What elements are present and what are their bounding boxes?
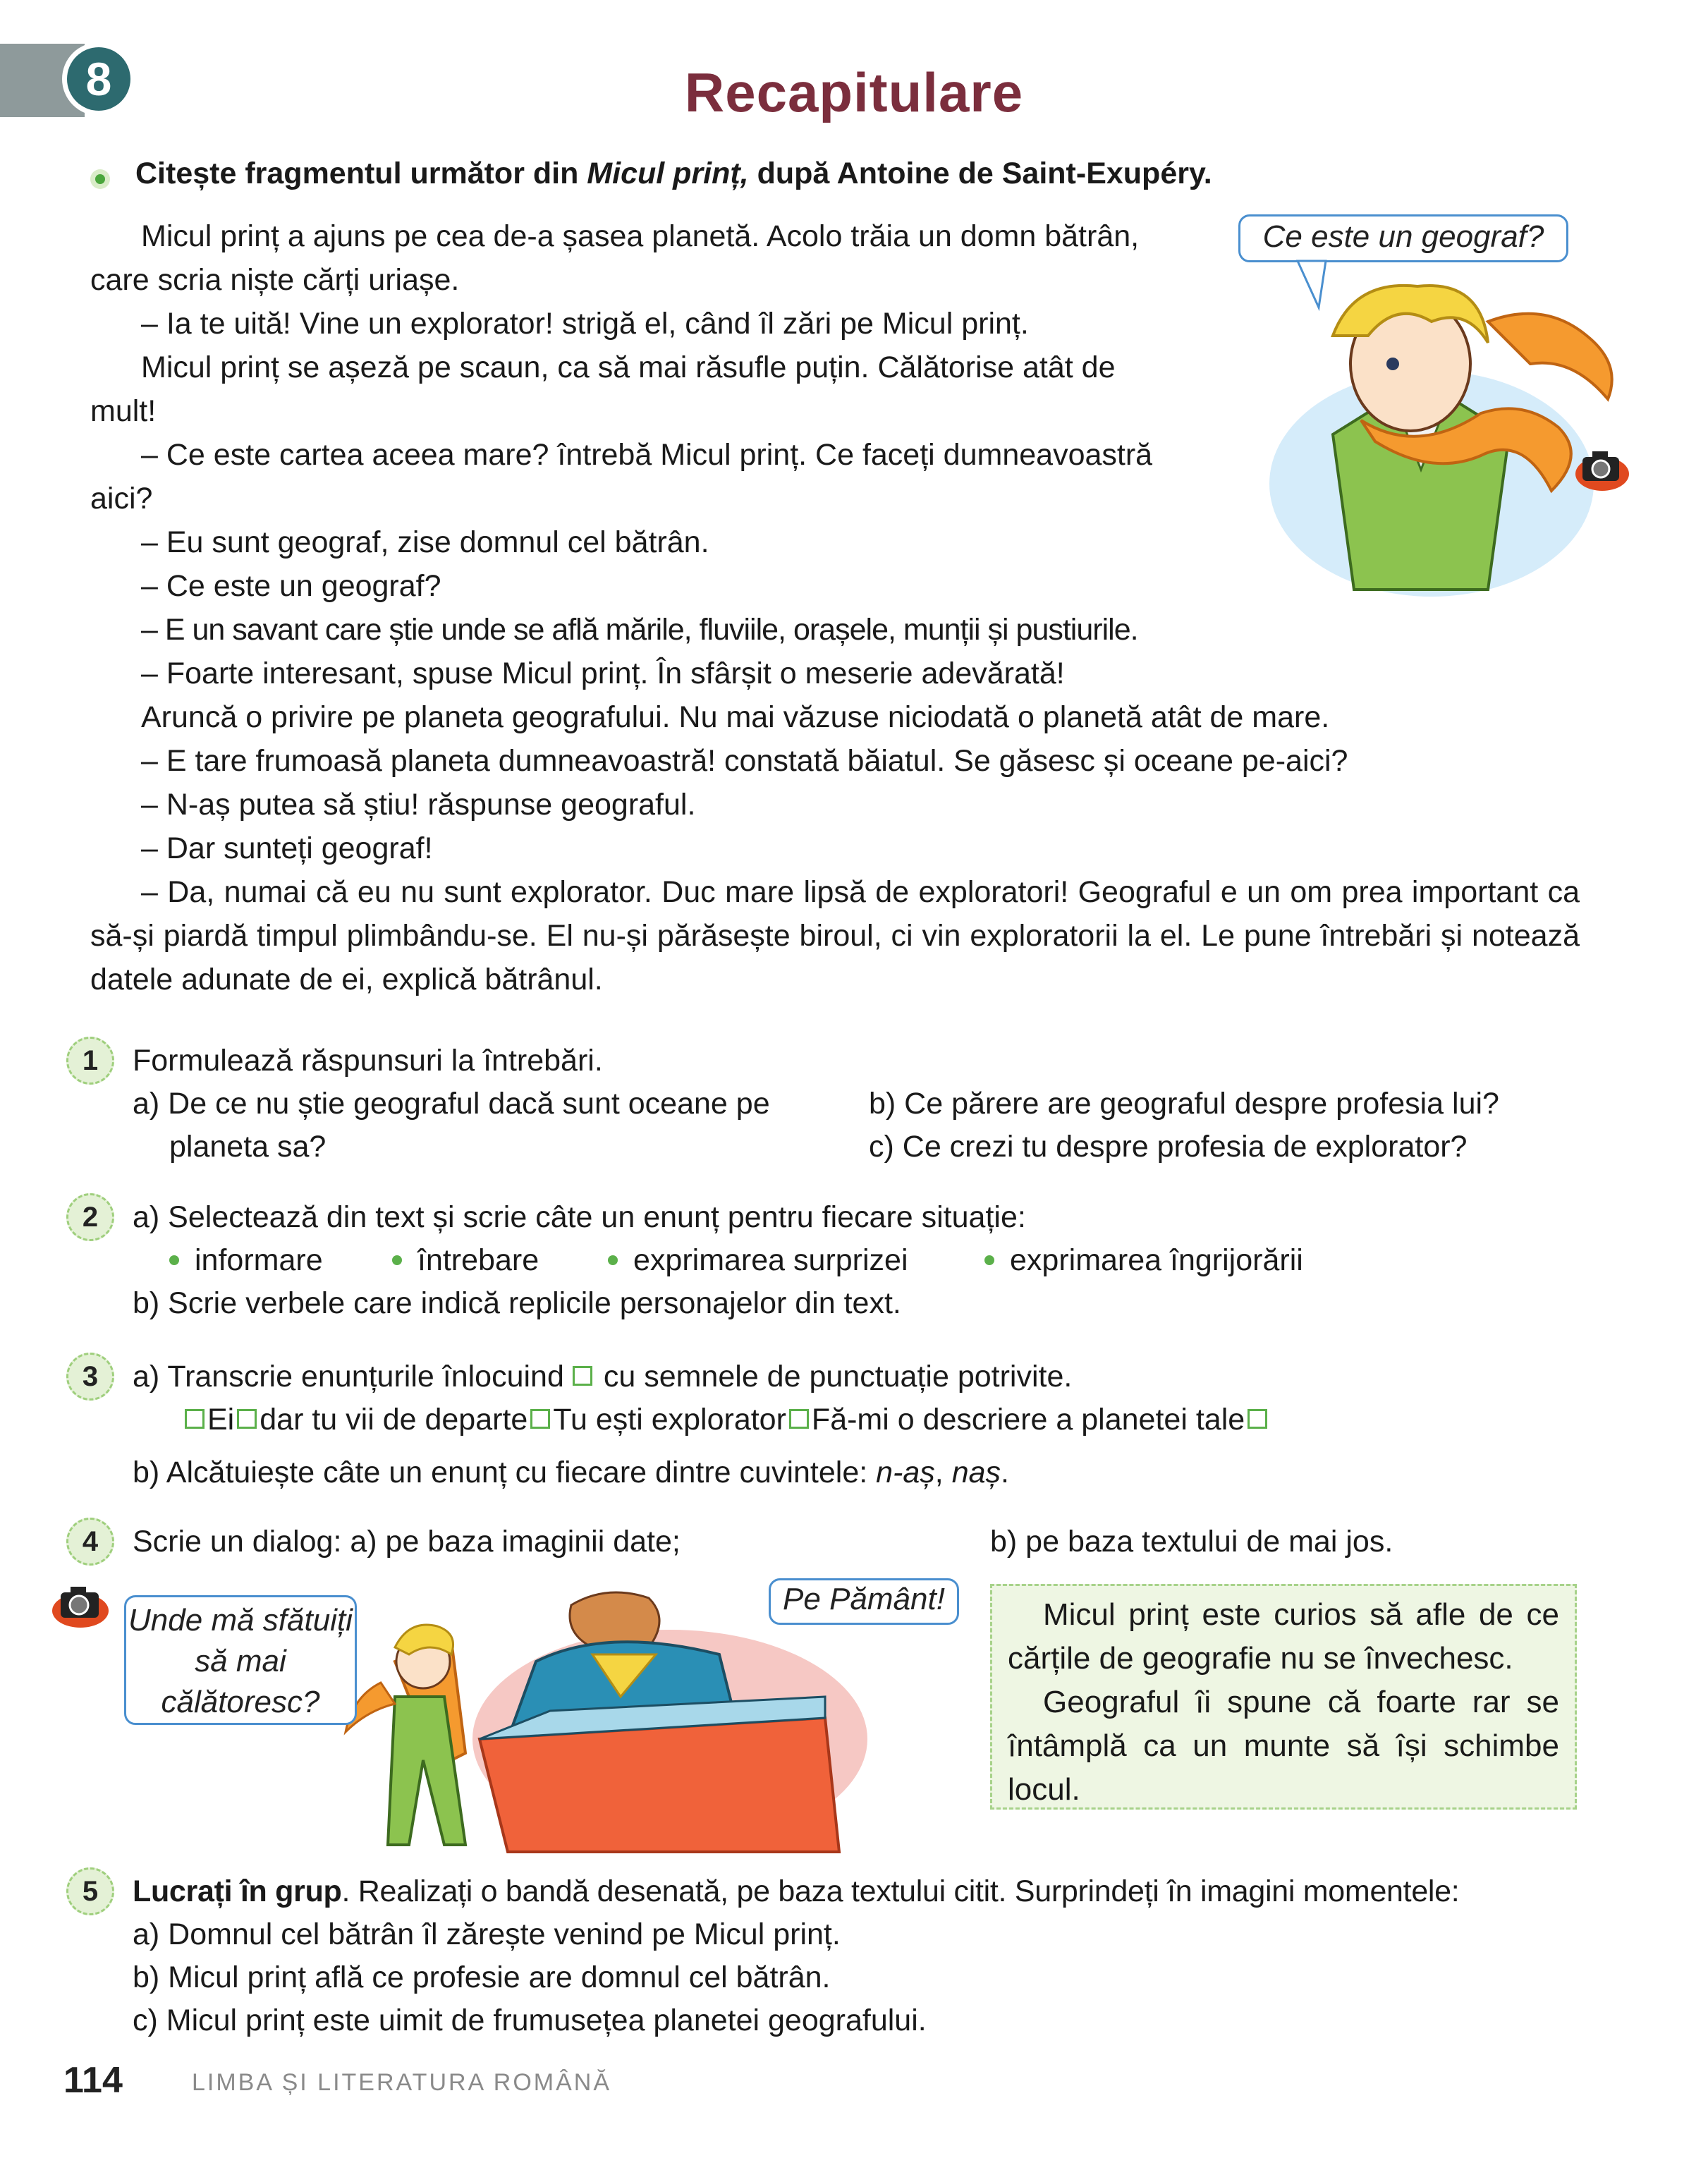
bullet-label: întrebare [417,1243,539,1277]
book-title: Micul prinț, [587,157,749,190]
text-box-paragraph: Micul prinț este curios să afle de ce cărțile de geografie nu se învechesc. [1008,1597,1559,1676]
blank-box-icon [237,1409,257,1429]
story-line: Micul prinț a ajuns pe cea de-a șasea planetă. Acolo trăia un domn bătrân, [141,219,1140,253]
moment-b: b) Micul prinț află ce profesie are domnul cel bătrân. [133,1960,831,1994]
story-line: aici? [90,482,153,516]
exercise-3a-text: cu semnele de punctuație potrivite. [594,1360,1073,1393]
moment-c: c) Micul prinț este uimit de frumusețea planetei geografului. [133,2004,927,2037]
speech-bubble-question: Ce este un geograf? [1238,214,1568,262]
story-line: – Ia te uită! Vine un explorator! strigă el, când îl zări pe Micul prinț. [141,307,1029,341]
blank-box-icon [1248,1409,1267,1429]
blank-box-icon [789,1409,809,1429]
text-box [990,1584,1577,1810]
question-a: a) De ce nu știe geograful dacă sunt oceane pe [133,1087,770,1121]
exercise-2b: b) Scrie verbele care indică replicile personajelor din text. [133,1286,901,1320]
page-number: 114 [63,2060,123,2101]
exercise-5-lead [133,1870,1459,1913]
word: naș [951,1456,1001,1489]
story-line: mult! [90,394,157,428]
story-line: Micul prinț se așeză pe scaun, ca să mai răsufle puțin. Călătorise atât de [141,350,1116,384]
sentence-part: Ei [207,1403,235,1437]
camera-icon [51,1573,110,1629]
exercise-number: 1 [66,1037,114,1085]
prince-illustration [1255,258,1636,604]
story-line: – Ce este un geograf? [141,569,441,603]
exercise-3b [133,1451,1009,1494]
bullet-icon [608,1255,618,1265]
page-title: Recapitulare [684,61,1024,123]
subject-label: LIMBA ȘI LITERATURA ROMÂNĂ [192,2069,612,2096]
bullet-item [392,1239,539,1281]
intro-text: Citește fragmentul următor din [135,157,587,190]
exercise-3b-text: b) Alcătuiește câte un enunț cu fiecare dintre cuvintele: [133,1456,877,1489]
camera-icon [1574,439,1629,492]
story-paragraph: – Da, numai că eu nu sunt explorator. Duc mare lipsă de exploratori! Geograful e un om prea important ca să-și piardă timpul plimbându-se. El nu-și părăsește biroul, ci vin exploratorii la el. Le pune întrebări și notează datele adunate de ei, explică bătrânul. [90,875,1580,996]
story-line: – Eu sunt geograf, zise domnul cel bătrân. [141,525,709,559]
bullet-icon [984,1255,994,1265]
story-line: – Ce este cartea aceea mare? întrebă Micul prinț. Ce faceți dumneavoastră [141,438,1153,472]
exercise-number: 5 [66,1867,114,1915]
text-box-paragraph: Geograful îi spune că foarte rar se întâmplă ca un munte să își schimbe locul. [1008,1685,1559,1807]
exercise-prompt: Formulează răspunsuri la întrebări. [133,1044,603,1078]
story-line: – N-aș putea să știu! răspunse geograful. [141,788,696,822]
bullet-icon [169,1255,179,1265]
question-c: c) Ce crezi tu despre profesia de explorator? [869,1130,1468,1164]
story-line: – Dar sunteți geograf! [141,831,433,865]
separator: , [934,1456,952,1489]
story-line: – Foarte interesant, spuse Micul prinț. În sfârșit o meserie adevărată! [141,657,1065,690]
bullet-item [984,1239,1303,1281]
story-line: – E tare frumoasă planeta dumneavoastră! constată băiatul. Se găsesc și oceane pe-aici? [141,744,1348,778]
blank-box-icon [530,1409,550,1429]
bullet-icon [392,1255,402,1265]
exercise-number: 3 [66,1353,114,1401]
exercise-number: 4 [66,1518,114,1566]
sentence-part: dar tu vii de departe [260,1403,528,1437]
intro-author: după Antoine de Saint-Exupéry. [748,157,1212,190]
period: . [1001,1456,1009,1489]
exercise-3a-text: a) Transcrie enunțurile înlocuind [133,1360,564,1393]
story-line: care scria niște cărți uriașe. [90,263,460,297]
intro-instruction [135,157,1212,191]
blank-box-icon [185,1409,205,1429]
bullet-label: exprimarea surprizei [633,1243,908,1277]
exercise-4b: b) pe baza textului de mai jos. [990,1525,1393,1559]
exercise-3a [133,1355,1072,1398]
story-line: Aruncă o privire pe planeta geografului. Nu mai văzuse niciodată o planetă atât de mare. [141,700,1330,734]
exercise-number: 2 [66,1193,114,1241]
transcribe-sentence [182,1398,1270,1441]
story-line: – E un savant care știe unde se află mările, fluviile, orașele, munții și pustiurile. [141,613,1138,647]
bullet-icon [90,169,110,189]
bullet-item [169,1239,323,1281]
exercise-5-text: . Realizați o bandă desenată, pe baza textului citit. Surprindeți în imagini momentele: [341,1874,1460,1908]
sentence-part: Tu ești explorator [553,1403,786,1437]
exercise-2a: a) Selectează din text și scrie câte un enunț pentru fiecare situație: [133,1200,1026,1234]
blank-box-icon [573,1366,592,1386]
bullet-label: exprimarea îngrijorării [1010,1243,1303,1277]
speech-bubble-prince: Unde mă sfătuiți să mai călătoresc? [124,1595,357,1725]
sentence-part: Fă-mi o descriere a planetei tale [811,1403,1245,1437]
bullet-item [608,1239,908,1281]
unit-number: 8 [67,47,130,111]
speech-bubble-geographer: Pe Pământ! [769,1578,959,1625]
group-work-label: Lucrați în grup [133,1874,342,1908]
question-a-cont: planeta sa? [169,1130,327,1164]
question-b: b) Ce părere are geograful despre profesia lui? [869,1087,1499,1121]
exercise-4a: Scrie un dialog: a) pe baza imaginii date; [133,1525,681,1559]
bullet-label: informare [195,1243,323,1277]
word: n-aș [876,1456,935,1489]
moment-a: a) Domnul cel bătrân îl zărește venind pe Micul prinț. [133,1917,841,1951]
